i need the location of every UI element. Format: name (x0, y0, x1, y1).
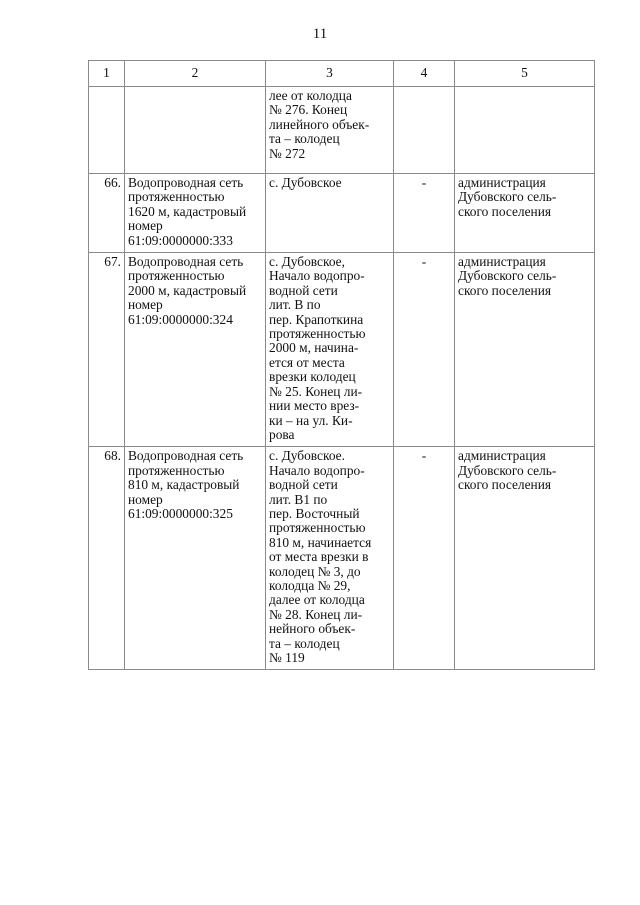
location-line: лит. В по (269, 297, 321, 313)
object-name-line: протяженностью (128, 189, 225, 205)
object-name-cell (125, 174, 266, 253)
row-number-cell: 66. (89, 174, 125, 253)
table-row (89, 447, 595, 670)
location-cell (266, 87, 394, 174)
location-line: ется от места (269, 354, 345, 370)
owner-cell (455, 87, 595, 174)
location-line: линейного объек- (269, 116, 370, 132)
object-name-line: 810 м, кадастровый (128, 477, 240, 493)
location-line: № 276. Конец (269, 102, 348, 118)
object-name-line: Водопроводная сеть (128, 254, 244, 270)
object-name-line: протяженностью (128, 268, 225, 284)
location-line: протяженностью (269, 326, 366, 342)
object-name-line: 61:09:0000000:324 (128, 311, 233, 327)
location-line: протяженностью (269, 520, 366, 536)
table-row (89, 253, 595, 447)
column-4-cell: - (394, 253, 455, 447)
location-line: нейного объек- (269, 621, 356, 637)
object-name-line: номер (128, 297, 163, 313)
page-number: 11 (312, 26, 328, 42)
owner-line: ского поселения (458, 282, 552, 298)
location-line: № 119 (269, 650, 305, 665)
location-line: пер. Восточный (269, 505, 360, 521)
location-line: водной сети (269, 282, 338, 298)
object-name-cell (125, 253, 266, 447)
location-line: Начало водопро- (269, 268, 365, 284)
registry-table (88, 60, 595, 670)
header-row (89, 61, 595, 87)
owner-line: Дубовского сель- (458, 189, 557, 205)
object-name-line: номер (128, 218, 163, 234)
location-line: с. Дубовское, (269, 254, 345, 270)
owner-cell (455, 253, 595, 447)
owner-line: ского поселения (458, 203, 552, 219)
location-line: пер. Крапоткина (269, 311, 364, 327)
object-name-line: Водопроводная сеть (128, 448, 244, 464)
object-name-line: Водопроводная сеть (128, 175, 244, 190)
column-4-cell: - (394, 174, 455, 253)
column-4-cell (394, 87, 455, 174)
column-header-4: 4 (394, 61, 455, 87)
location-line: колодца № 29, (269, 577, 351, 593)
location-line: с. Дубовское. (269, 448, 345, 464)
location-line: лит. В1 по (269, 491, 328, 507)
column-header-5: 5 (455, 61, 595, 87)
object-name-line: 61:09:0000000:325 (128, 505, 233, 521)
object-name-line: номер (128, 491, 163, 507)
location-line: № 25. Конец ли- (269, 383, 363, 399)
object-name-line: 1620 м, кадастровый (128, 203, 247, 219)
row-number-cell (89, 87, 125, 174)
column-4-cell: - (394, 447, 455, 670)
location-line: № 272 (269, 145, 306, 161)
column-header-1: 1 (89, 61, 125, 87)
location-line: нии место врез- (269, 398, 360, 414)
location-cell (266, 447, 394, 670)
row-number-cell: 67. (89, 253, 125, 447)
object-name-line: 61:09:0000000:333 (128, 232, 233, 248)
owner-line: Дубовского сель- (458, 268, 557, 284)
location-line: ки – на ул. Ки- (269, 412, 353, 428)
location-line: та – колодец (269, 635, 340, 651)
location-line: от места врезки в (269, 549, 369, 565)
owner-line: администрация (458, 175, 546, 190)
location-line: 2000 м, начина- (269, 340, 359, 356)
location-line: рова (269, 426, 295, 442)
row-number-cell: 68. (89, 447, 125, 670)
column-header-2: 2 (125, 61, 266, 87)
location-line: Начало водопро- (269, 462, 365, 478)
owner-cell (455, 447, 595, 670)
owner-line: ского поселения (458, 477, 552, 493)
location-line: водной сети (269, 477, 338, 493)
location-line: 810 м, начинается (269, 534, 372, 550)
owner-line: администрация (458, 254, 546, 270)
object-name-line: протяженностью (128, 462, 225, 478)
location-line: та – колодец (269, 131, 340, 147)
location-line: с. Дубовское (269, 175, 342, 190)
table-row (89, 87, 595, 174)
owner-line: администрация (458, 448, 546, 464)
location-cell (266, 174, 394, 253)
table-row (89, 174, 595, 253)
owner-cell (455, 174, 595, 253)
object-name-cell (125, 87, 266, 174)
column-header-3: 3 (266, 61, 394, 87)
location-line: № 28. Конец ли- (269, 606, 363, 622)
object-name-cell (125, 447, 266, 670)
owner-line: Дубовского сель- (458, 462, 557, 478)
location-line: далее от колодца (269, 592, 365, 608)
object-name-line: 2000 м, кадастровый (128, 282, 247, 298)
location-cell (266, 253, 394, 447)
location-line: колодец № 3, до (269, 563, 361, 579)
location-line: лее от колодца (269, 88, 352, 103)
location-line: врезки колодец (269, 369, 356, 385)
